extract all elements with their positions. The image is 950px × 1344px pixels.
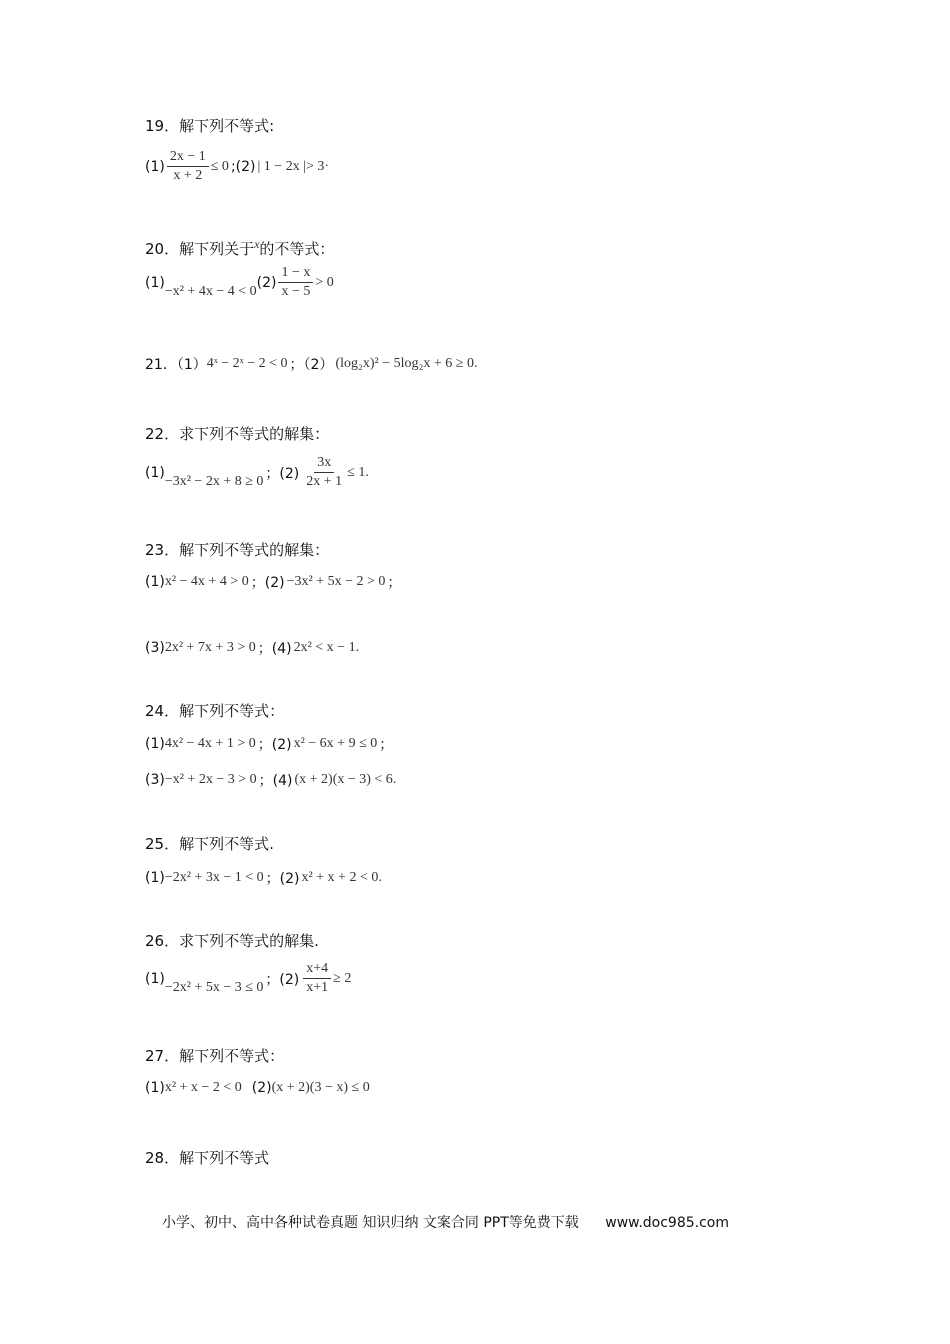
math-expression: 2x² < x − 1.	[293, 640, 360, 655]
part-label: (2)	[256, 274, 277, 291]
problem-26-line	[145, 960, 351, 997]
math-expression: −3x² + 5x − 2 > 0	[286, 574, 386, 589]
page-footer	[162, 1212, 729, 1232]
part-label: ；(2)	[265, 465, 300, 482]
problem-22-heading: 22．求下列不等式的解集：	[145, 425, 330, 443]
end-mark: .	[392, 772, 397, 787]
math-expression: (x + 2)(x − 3) < 6	[294, 772, 393, 787]
math-expression: −x² + 2x − 3 > 0	[164, 772, 257, 787]
numerator: 2x − 1	[167, 148, 209, 167]
part-label: (1)	[145, 1080, 165, 1096]
part-label: (2)	[251, 1080, 272, 1096]
math-expression: −x² + 4x − 4 < 0	[164, 283, 257, 299]
fraction-rhs: ≥ 2	[333, 970, 352, 986]
math-expression: x² + x − 2 < 0	[164, 1080, 242, 1095]
problem-21-prefix: 21．（1）	[145, 357, 207, 373]
problem-27-heading: 27．解下列不等式：	[145, 1047, 285, 1065]
part-label: (3)	[145, 640, 165, 656]
end-mark: ；	[379, 737, 394, 753]
variable: x	[254, 237, 260, 251]
problem-20-line	[145, 264, 334, 301]
math-expression: 4ˣ − 2ˣ − 2 < 0	[206, 356, 288, 371]
problem-25-heading: 25．解下列不等式.	[145, 835, 274, 853]
denominator: x + 2	[173, 168, 203, 183]
math-expression: x² − 4x + 4 > 0	[164, 574, 249, 589]
math-expression: (log₂x)² − 5log₂x + 6 ≥ 0	[335, 356, 474, 371]
fraction	[167, 148, 209, 185]
problem-23-heading: 23．解下列不等式的解集：	[145, 541, 330, 559]
heading-text: 20．解下列关于	[145, 240, 255, 258]
footer-link[interactable]: www.doc985.com	[605, 1215, 729, 1231]
denominator: 2x + 1	[306, 474, 343, 489]
fraction-rhs: > 0	[315, 274, 334, 290]
math-expression: | 1 − 2x |> 3	[257, 158, 325, 174]
problem-23-line-1	[145, 572, 403, 592]
fraction	[303, 960, 331, 997]
part-label: ；(2)	[257, 737, 292, 753]
end-mark: ·	[324, 158, 330, 174]
fraction-rhs: ≤ 0	[210, 158, 229, 174]
denominator: x+1	[306, 980, 329, 995]
math-expression: −2x² + 5x − 3 ≤ 0	[164, 979, 264, 995]
part-label: ；（2）	[289, 357, 334, 373]
fraction	[278, 264, 313, 301]
math-expression: 2x² + 7x + 3 > 0	[164, 640, 256, 655]
math-expression: x² + x + 2 < 0	[301, 870, 379, 885]
problem-24-heading: 24．解下列不等式：	[145, 702, 285, 720]
problem-24-line-2	[145, 770, 396, 790]
part-label: (1)	[145, 274, 165, 291]
problem-26-heading: 26．求下列不等式的解集.	[145, 932, 319, 950]
fraction	[303, 454, 345, 491]
math-expression: 4x² − 4x + 1 > 0	[164, 736, 256, 751]
part-label: (1)	[145, 464, 165, 481]
part-label: (1)	[145, 870, 165, 886]
numerator: x+4	[303, 960, 331, 979]
problem-19-heading: 19．解下列不等式:	[145, 117, 275, 135]
part-label: (1)	[145, 736, 165, 752]
part-label: (1)	[145, 574, 165, 590]
part-label: ；(2)	[265, 971, 300, 988]
heading-text: 的不等式：	[259, 240, 335, 258]
numerator: 1 − x	[278, 264, 313, 283]
part-label: ；(2)	[265, 871, 300, 887]
part-label: (1)	[145, 158, 165, 175]
problem-23-line-2	[145, 638, 359, 658]
math-expression: x² − 6x + 9 ≤ 0	[293, 736, 378, 751]
numerator: 3x	[314, 454, 334, 473]
end-mark: .	[473, 356, 478, 371]
fraction-rhs: ≤ 1.	[347, 464, 369, 480]
part-label: (3)	[145, 772, 165, 788]
end-mark: .	[378, 870, 382, 885]
problem-28-heading: 28．解下列不等式	[145, 1149, 270, 1167]
problem-27-line	[145, 1080, 370, 1096]
part-label: ；(2)	[250, 575, 285, 591]
problem-20-heading	[145, 234, 334, 259]
part-label: ；(4)	[258, 773, 293, 789]
problem-25-line	[145, 868, 382, 888]
end-mark: ；	[387, 575, 402, 591]
footer-text: 小学、初中、高中各种试卷真题 知识归纳 文案合同 PPT等免费下载	[162, 1215, 579, 1231]
math-expression: −3x² − 2x + 8 ≥ 0	[164, 473, 264, 489]
part-label: ;(2)	[230, 158, 256, 175]
problem-21-line	[145, 354, 477, 374]
problem-24-line-1	[145, 734, 395, 754]
problem-22-line	[145, 454, 369, 491]
part-label: ；(4)	[257, 641, 292, 657]
math-expression: (x + 2)(3 − x) ≤ 0	[271, 1080, 370, 1095]
part-label: (1)	[145, 970, 165, 987]
problem-19-line	[145, 148, 329, 185]
math-expression: −2x² + 3x − 1 < 0	[164, 870, 264, 885]
denominator: x − 5	[281, 284, 311, 299]
